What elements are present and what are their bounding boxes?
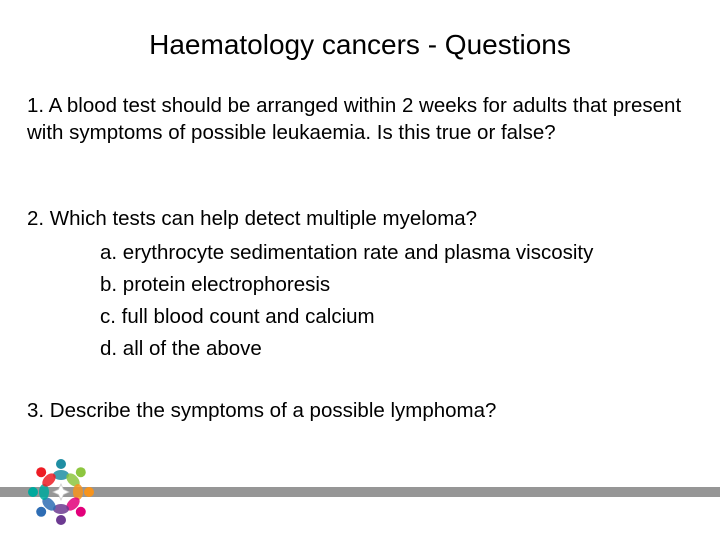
logo-figure-head xyxy=(56,515,66,525)
option-a: a. erythrocyte sedimentation rate and plasma viscosity xyxy=(100,241,594,264)
people-circle-logo-icon xyxy=(24,455,98,529)
slide-title: Haematology cancers - Questions xyxy=(149,29,571,60)
logo-figure-head xyxy=(76,507,86,517)
logo-figure-head xyxy=(84,487,94,497)
logo-figure-head xyxy=(36,467,46,477)
option-b: b. protein electrophoresis xyxy=(100,273,331,296)
option-d: d. all of the above xyxy=(100,337,262,360)
question-1: 1. A blood test should be arranged within 2 weeks for adults that present with symptoms of possible leukaemia. Is this true or false? xyxy=(27,94,682,144)
question-2-options xyxy=(100,237,593,365)
logo-figure-head xyxy=(36,507,46,517)
logo-center-star xyxy=(53,484,69,500)
option-c: c. full blood count and calcium xyxy=(100,305,375,328)
footer-bar xyxy=(0,487,720,497)
logo-figure-head xyxy=(56,459,66,469)
question-2: 2. Which tests can help detect multiple myeloma? xyxy=(27,207,478,230)
question-3: 3. Describe the symptoms of a possible lymphoma? xyxy=(27,399,497,422)
logo-figure-head xyxy=(28,487,38,497)
logo-figure-head xyxy=(76,467,86,477)
